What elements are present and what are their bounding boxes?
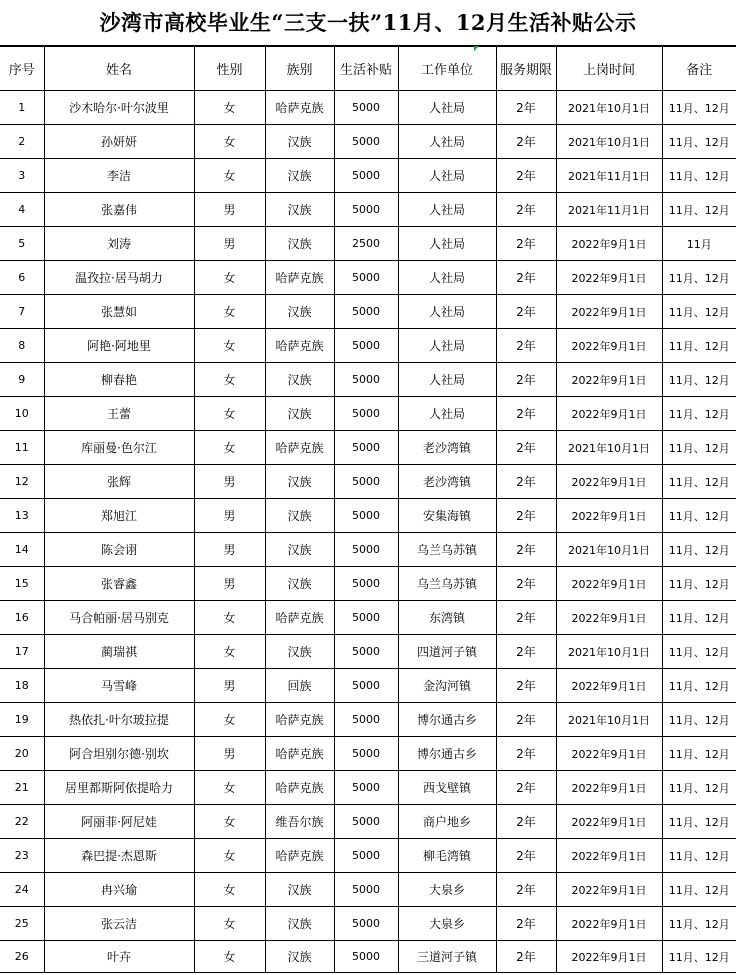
cell-unit[interactable]: 大泉乡 [398, 873, 496, 907]
cell-note[interactable]: 11月、12月 [662, 567, 736, 601]
cell-unit[interactable]: 四道河子镇 [398, 635, 496, 669]
cell-ethnicity[interactable]: 汉族 [265, 193, 334, 227]
column-header-subsidy[interactable]: 生活补贴 [334, 47, 398, 91]
table-row [0, 159, 736, 193]
cell-gender[interactable]: 女 [194, 397, 265, 431]
cell-term[interactable]: 2年 [496, 839, 556, 873]
cell-gender[interactable]: 男 [194, 499, 265, 533]
cell-no[interactable]: 10 [0, 397, 44, 431]
cell-subsidy[interactable]: 5000 [334, 329, 398, 363]
cell-gender[interactable]: 男 [194, 227, 265, 261]
cell-unit[interactable]: 乌兰乌苏镇 [398, 533, 496, 567]
subsidy-table [0, 46, 736, 973]
cell-no[interactable]: 3 [0, 159, 44, 193]
cell-name[interactable]: 张嘉伟 [44, 193, 194, 227]
cell-note[interactable]: 11月、12月 [662, 295, 736, 329]
cell-term[interactable]: 2年 [496, 533, 556, 567]
cell-gender[interactable]: 女 [194, 329, 265, 363]
cell-date[interactable]: 2022年9月1日 [556, 397, 662, 431]
cell-term[interactable]: 2年 [496, 771, 556, 805]
cell-ethnicity[interactable]: 哈萨克族 [265, 431, 334, 465]
cell-term[interactable]: 2年 [496, 499, 556, 533]
cell-date[interactable]: 2022年9月1日 [556, 669, 662, 703]
table-row [0, 397, 736, 431]
cell-unit[interactable]: 老沙湾镇 [398, 431, 496, 465]
cell-no[interactable]: 25 [0, 907, 44, 941]
cell-gender[interactable]: 女 [194, 91, 265, 125]
cell-term[interactable]: 2年 [496, 873, 556, 907]
cell-ethnicity[interactable]: 哈萨克族 [265, 601, 334, 635]
cell-unit[interactable]: 人社局 [398, 397, 496, 431]
table-row [0, 941, 736, 973]
cell-name[interactable]: 柳春艳 [44, 363, 194, 397]
cell-term[interactable]: 2年 [496, 431, 556, 465]
cell-no[interactable]: 26 [0, 941, 44, 973]
cell-term[interactable]: 2年 [496, 941, 556, 973]
cell-note[interactable]: 11月、12月 [662, 737, 736, 771]
cell-subsidy[interactable]: 5000 [334, 907, 398, 941]
table-row [0, 805, 736, 839]
cell-ethnicity[interactable]: 汉族 [265, 873, 334, 907]
cell-date[interactable]: 2022年9月1日 [556, 941, 662, 973]
cell-no[interactable]: 17 [0, 635, 44, 669]
cell-date[interactable]: 2022年9月1日 [556, 873, 662, 907]
cell-subsidy[interactable]: 5000 [334, 363, 398, 397]
cell-ethnicity[interactable]: 汉族 [265, 295, 334, 329]
cell-unit[interactable]: 大泉乡 [398, 907, 496, 941]
cell-term[interactable]: 2年 [496, 227, 556, 261]
cell-date[interactable]: 2021年10月1日 [556, 703, 662, 737]
cell-date[interactable]: 2021年10月1日 [556, 91, 662, 125]
cell-subsidy[interactable]: 5000 [334, 737, 398, 771]
table-row [0, 125, 736, 159]
cell-term[interactable]: 2年 [496, 397, 556, 431]
cell-gender[interactable]: 女 [194, 941, 265, 973]
cell-ethnicity[interactable]: 汉族 [265, 941, 334, 973]
cell-no[interactable]: 9 [0, 363, 44, 397]
cell-gender[interactable]: 女 [194, 703, 265, 737]
table-row [0, 635, 736, 669]
table-row [0, 329, 736, 363]
cell-name[interactable]: 热依扎·叶尔玻拉提 [44, 703, 194, 737]
cell-no[interactable]: 6 [0, 261, 44, 295]
cell-date[interactable]: 2021年10月1日 [556, 533, 662, 567]
cell-date[interactable]: 2021年10月1日 [556, 635, 662, 669]
cell-ethnicity[interactable]: 哈萨克族 [265, 771, 334, 805]
column-header-note[interactable]: 备注 [662, 47, 736, 91]
cell-date[interactable]: 2022年9月1日 [556, 737, 662, 771]
cell-subsidy[interactable]: 5000 [334, 941, 398, 973]
table-header-row [0, 47, 736, 91]
cell-ethnicity[interactable]: 汉族 [265, 465, 334, 499]
cell-unit[interactable]: 金沟河镇 [398, 669, 496, 703]
cell-ethnicity[interactable]: 汉族 [265, 125, 334, 159]
cell-comment-marker [474, 46, 479, 51]
cell-subsidy[interactable]: 5000 [334, 873, 398, 907]
cell-ethnicity[interactable]: 汉族 [265, 499, 334, 533]
cell-note[interactable]: 11月、12月 [662, 465, 736, 499]
cell-ethnicity[interactable]: 哈萨克族 [265, 329, 334, 363]
table-row [0, 91, 736, 125]
cell-unit[interactable]: 人社局 [398, 125, 496, 159]
cell-name[interactable]: 库丽曼·色尔江 [44, 431, 194, 465]
cell-ethnicity[interactable]: 维吾尔族 [265, 805, 334, 839]
cell-no[interactable]: 14 [0, 533, 44, 567]
cell-note[interactable]: 11月、12月 [662, 771, 736, 805]
cell-date[interactable]: 2022年9月1日 [556, 363, 662, 397]
cell-note[interactable]: 11月、12月 [662, 601, 736, 635]
column-header-unit[interactable]: 工作单位 [398, 47, 496, 91]
table-row [0, 499, 736, 533]
cell-date[interactable]: 2022年9月1日 [556, 329, 662, 363]
cell-term[interactable]: 2年 [496, 91, 556, 125]
cell-gender[interactable]: 男 [194, 669, 265, 703]
cell-unit[interactable]: 人社局 [398, 329, 496, 363]
cell-subsidy[interactable]: 5000 [334, 499, 398, 533]
cell-term[interactable]: 2年 [496, 907, 556, 941]
cell-date[interactable]: 2022年9月1日 [556, 499, 662, 533]
cell-note[interactable]: 11月、12月 [662, 805, 736, 839]
cell-name[interactable]: 陈会诩 [44, 533, 194, 567]
table-row [0, 363, 736, 397]
cell-name[interactable]: 森巴提·杰恩斯 [44, 839, 194, 873]
cell-name[interactable]: 沙木哈尔·叶尔波里 [44, 91, 194, 125]
cell-no[interactable]: 4 [0, 193, 44, 227]
table-row [0, 873, 736, 907]
cell-no[interactable]: 13 [0, 499, 44, 533]
cell-unit[interactable]: 人社局 [398, 193, 496, 227]
table-row [0, 431, 736, 465]
table-row [0, 567, 736, 601]
table-row [0, 533, 736, 567]
cell-subsidy[interactable]: 5000 [334, 703, 398, 737]
cell-term[interactable]: 2年 [496, 601, 556, 635]
cell-note[interactable]: 11月、12月 [662, 873, 736, 907]
cell-subsidy[interactable]: 5000 [334, 397, 398, 431]
cell-term[interactable]: 2年 [496, 193, 556, 227]
cell-name[interactable]: 阿合坦别尔德·别坎 [44, 737, 194, 771]
cell-gender[interactable]: 女 [194, 771, 265, 805]
cell-note[interactable]: 11月 [662, 227, 736, 261]
cell-ethnicity[interactable]: 哈萨克族 [265, 91, 334, 125]
cell-date[interactable]: 2022年9月1日 [556, 771, 662, 805]
table-row [0, 907, 736, 941]
cell-gender[interactable]: 男 [194, 533, 265, 567]
cell-note[interactable]: 11月、12月 [662, 907, 736, 941]
cell-subsidy[interactable]: 5000 [334, 635, 398, 669]
table-body [0, 91, 736, 973]
cell-ethnicity[interactable]: 汉族 [265, 567, 334, 601]
cell-no[interactable]: 7 [0, 295, 44, 329]
cell-no[interactable]: 21 [0, 771, 44, 805]
cell-subsidy[interactable]: 5000 [334, 533, 398, 567]
cell-name[interactable]: 冉兴瑜 [44, 873, 194, 907]
cell-note[interactable]: 11月、12月 [662, 159, 736, 193]
cell-subsidy[interactable]: 5000 [334, 465, 398, 499]
cell-unit[interactable]: 安集海镇 [398, 499, 496, 533]
table-row [0, 771, 736, 805]
cell-ethnicity[interactable]: 汉族 [265, 363, 334, 397]
column-header-no[interactable]: 序号 [0, 47, 44, 91]
cell-no[interactable]: 18 [0, 669, 44, 703]
cell-date[interactable]: 2021年10月1日 [556, 125, 662, 159]
column-header-ethnicity[interactable]: 族别 [265, 47, 334, 91]
cell-note[interactable]: 11月、12月 [662, 193, 736, 227]
cell-no[interactable]: 24 [0, 873, 44, 907]
cell-subsidy[interactable]: 5000 [334, 125, 398, 159]
cell-no[interactable]: 23 [0, 839, 44, 873]
cell-unit[interactable]: 西戈壁镇 [398, 771, 496, 805]
cell-term[interactable]: 2年 [496, 159, 556, 193]
cell-term[interactable]: 2年 [496, 567, 556, 601]
cell-gender[interactable]: 女 [194, 805, 265, 839]
cell-ethnicity[interactable]: 哈萨克族 [265, 839, 334, 873]
cell-date[interactable]: 2022年9月1日 [556, 465, 662, 499]
cell-note[interactable]: 11月、12月 [662, 91, 736, 125]
cell-term[interactable]: 2年 [496, 635, 556, 669]
cell-name[interactable]: 张慧如 [44, 295, 194, 329]
cell-date[interactable]: 2021年11月1日 [556, 193, 662, 227]
cell-subsidy[interactable]: 5000 [334, 805, 398, 839]
cell-unit[interactable]: 人社局 [398, 363, 496, 397]
cell-note[interactable]: 11月、12月 [662, 635, 736, 669]
cell-date[interactable]: 2022年9月1日 [556, 839, 662, 873]
cell-gender[interactable]: 女 [194, 431, 265, 465]
cell-ethnicity[interactable]: 汉族 [265, 227, 334, 261]
cell-gender[interactable]: 女 [194, 839, 265, 873]
cell-name[interactable]: 叶卉 [44, 941, 194, 973]
cell-gender[interactable]: 男 [194, 567, 265, 601]
cell-unit[interactable]: 柳毛湾镇 [398, 839, 496, 873]
cell-name[interactable]: 王蕾 [44, 397, 194, 431]
cell-no[interactable]: 16 [0, 601, 44, 635]
cell-unit[interactable]: 商户地乡 [398, 805, 496, 839]
column-header-term[interactable]: 服务期限 [496, 47, 556, 91]
table-row [0, 193, 736, 227]
cell-ethnicity[interactable]: 汉族 [265, 907, 334, 941]
cell-unit[interactable]: 人社局 [398, 159, 496, 193]
table-row [0, 295, 736, 329]
cell-term[interactable]: 2年 [496, 669, 556, 703]
cell-gender[interactable]: 女 [194, 261, 265, 295]
cell-date[interactable]: 2022年9月1日 [556, 567, 662, 601]
cell-ethnicity[interactable]: 哈萨克族 [265, 703, 334, 737]
cell-date[interactable]: 2022年9月1日 [556, 261, 662, 295]
cell-note[interactable]: 11月、12月 [662, 261, 736, 295]
cell-ethnicity[interactable]: 汉族 [265, 397, 334, 431]
cell-name[interactable]: 郑旭江 [44, 499, 194, 533]
table-row [0, 465, 736, 499]
cell-name[interactable]: 蔺瑞祺 [44, 635, 194, 669]
cell-unit[interactable]: 人社局 [398, 91, 496, 125]
cell-gender[interactable]: 男 [194, 193, 265, 227]
cell-term[interactable]: 2年 [496, 363, 556, 397]
cell-note[interactable]: 11月、12月 [662, 125, 736, 159]
cell-subsidy[interactable]: 2500 [334, 227, 398, 261]
cell-date[interactable]: 2021年10月1日 [556, 431, 662, 465]
cell-unit[interactable]: 三道河子镇 [398, 941, 496, 973]
column-header-start-date[interactable]: 上岗时间 [556, 47, 662, 91]
cell-gender[interactable]: 女 [194, 601, 265, 635]
cell-gender[interactable]: 女 [194, 159, 265, 193]
cell-no[interactable]: 5 [0, 227, 44, 261]
cell-gender[interactable]: 女 [194, 907, 265, 941]
cell-name[interactable]: 阿艳·阿地里 [44, 329, 194, 363]
cell-subsidy[interactable]: 5000 [334, 601, 398, 635]
cell-gender[interactable]: 女 [194, 295, 265, 329]
cell-term[interactable]: 2年 [496, 805, 556, 839]
cell-term[interactable]: 2年 [496, 737, 556, 771]
cell-name[interactable]: 居里都斯阿依提哈力 [44, 771, 194, 805]
cell-gender[interactable]: 女 [194, 873, 265, 907]
cell-term[interactable]: 2年 [496, 465, 556, 499]
table-row [0, 669, 736, 703]
cell-gender[interactable]: 女 [194, 125, 265, 159]
cell-term[interactable]: 2年 [496, 703, 556, 737]
cell-no[interactable]: 22 [0, 805, 44, 839]
cell-subsidy[interactable]: 5000 [334, 431, 398, 465]
cell-note[interactable]: 11月、12月 [662, 363, 736, 397]
cell-subsidy[interactable]: 5000 [334, 193, 398, 227]
cell-name[interactable]: 马雪峰 [44, 669, 194, 703]
table-row [0, 839, 736, 873]
page-title: 沙湾市高校毕业生“三支一扶”11月、12月生活补贴公示 [0, 0, 736, 46]
cell-note[interactable]: 11月、12月 [662, 703, 736, 737]
cell-unit[interactable]: 博尔通古乡 [398, 737, 496, 771]
cell-name[interactable]: 孙妍妍 [44, 125, 194, 159]
cell-ethnicity[interactable]: 回族 [265, 669, 334, 703]
cell-name[interactable]: 张辉 [44, 465, 194, 499]
cell-term[interactable]: 2年 [496, 125, 556, 159]
cell-name[interactable]: 温孜拉·居马胡力 [44, 261, 194, 295]
cell-ethnicity[interactable]: 哈萨克族 [265, 737, 334, 771]
cell-gender[interactable]: 女 [194, 635, 265, 669]
cell-no[interactable]: 11 [0, 431, 44, 465]
cell-unit[interactable]: 人社局 [398, 295, 496, 329]
cell-subsidy[interactable]: 5000 [334, 91, 398, 125]
cell-subsidy[interactable]: 5000 [334, 771, 398, 805]
cell-term[interactable]: 2年 [496, 329, 556, 363]
cell-term[interactable]: 2年 [496, 261, 556, 295]
cell-note[interactable]: 11月、12月 [662, 329, 736, 363]
cell-name[interactable]: 张云洁 [44, 907, 194, 941]
cell-no[interactable]: 15 [0, 567, 44, 601]
column-header-gender[interactable]: 性别 [194, 47, 265, 91]
cell-gender[interactable]: 男 [194, 737, 265, 771]
cell-no[interactable]: 20 [0, 737, 44, 771]
cell-gender[interactable]: 女 [194, 363, 265, 397]
cell-subsidy[interactable]: 5000 [334, 295, 398, 329]
cell-unit[interactable]: 人社局 [398, 261, 496, 295]
cell-subsidy[interactable]: 5000 [334, 669, 398, 703]
cell-term[interactable]: 2年 [496, 295, 556, 329]
cell-date[interactable]: 2022年9月1日 [556, 601, 662, 635]
cell-name[interactable]: 马合帕丽·居马别克 [44, 601, 194, 635]
cell-no[interactable]: 8 [0, 329, 44, 363]
cell-name[interactable]: 刘涛 [44, 227, 194, 261]
cell-note[interactable]: 11月、12月 [662, 839, 736, 873]
cell-date[interactable]: 2022年9月1日 [556, 907, 662, 941]
cell-note[interactable]: 11月、12月 [662, 533, 736, 567]
cell-unit[interactable]: 东湾镇 [398, 601, 496, 635]
cell-subsidy[interactable]: 5000 [334, 159, 398, 193]
cell-date[interactable]: 2021年11月1日 [556, 159, 662, 193]
cell-date[interactable]: 2022年9月1日 [556, 295, 662, 329]
cell-note[interactable]: 11月、12月 [662, 431, 736, 465]
cell-subsidy[interactable]: 5000 [334, 567, 398, 601]
cell-subsidy[interactable]: 5000 [334, 839, 398, 873]
cell-note[interactable]: 11月、12月 [662, 397, 736, 431]
table-row [0, 227, 736, 261]
cell-ethnicity[interactable]: 哈萨克族 [265, 261, 334, 295]
cell-name[interactable]: 阿丽菲·阿尼娃 [44, 805, 194, 839]
column-header-name[interactable]: 姓名 [44, 47, 194, 91]
cell-ethnicity[interactable]: 汉族 [265, 635, 334, 669]
cell-date[interactable]: 2022年9月1日 [556, 805, 662, 839]
cell-unit[interactable]: 乌兰乌苏镇 [398, 567, 496, 601]
cell-gender[interactable]: 男 [194, 465, 265, 499]
cell-ethnicity[interactable]: 汉族 [265, 533, 334, 567]
cell-unit[interactable]: 人社局 [398, 227, 496, 261]
cell-no[interactable]: 19 [0, 703, 44, 737]
cell-no[interactable]: 12 [0, 465, 44, 499]
cell-no[interactable]: 2 [0, 125, 44, 159]
cell-note[interactable]: 11月、12月 [662, 669, 736, 703]
cell-unit[interactable]: 博尔通古乡 [398, 703, 496, 737]
cell-subsidy[interactable]: 5000 [334, 261, 398, 295]
table-row [0, 737, 736, 771]
cell-unit[interactable]: 老沙湾镇 [398, 465, 496, 499]
cell-date[interactable]: 2022年9月1日 [556, 227, 662, 261]
cell-ethnicity[interactable]: 汉族 [265, 159, 334, 193]
table-row [0, 261, 736, 295]
cell-note[interactable]: 11月、12月 [662, 499, 736, 533]
table-row [0, 601, 736, 635]
cell-name[interactable]: 张睿鑫 [44, 567, 194, 601]
cell-note[interactable]: 11月、12月 [662, 941, 736, 973]
cell-name[interactable]: 李洁 [44, 159, 194, 193]
cell-no[interactable]: 1 [0, 91, 44, 125]
table-row [0, 703, 736, 737]
